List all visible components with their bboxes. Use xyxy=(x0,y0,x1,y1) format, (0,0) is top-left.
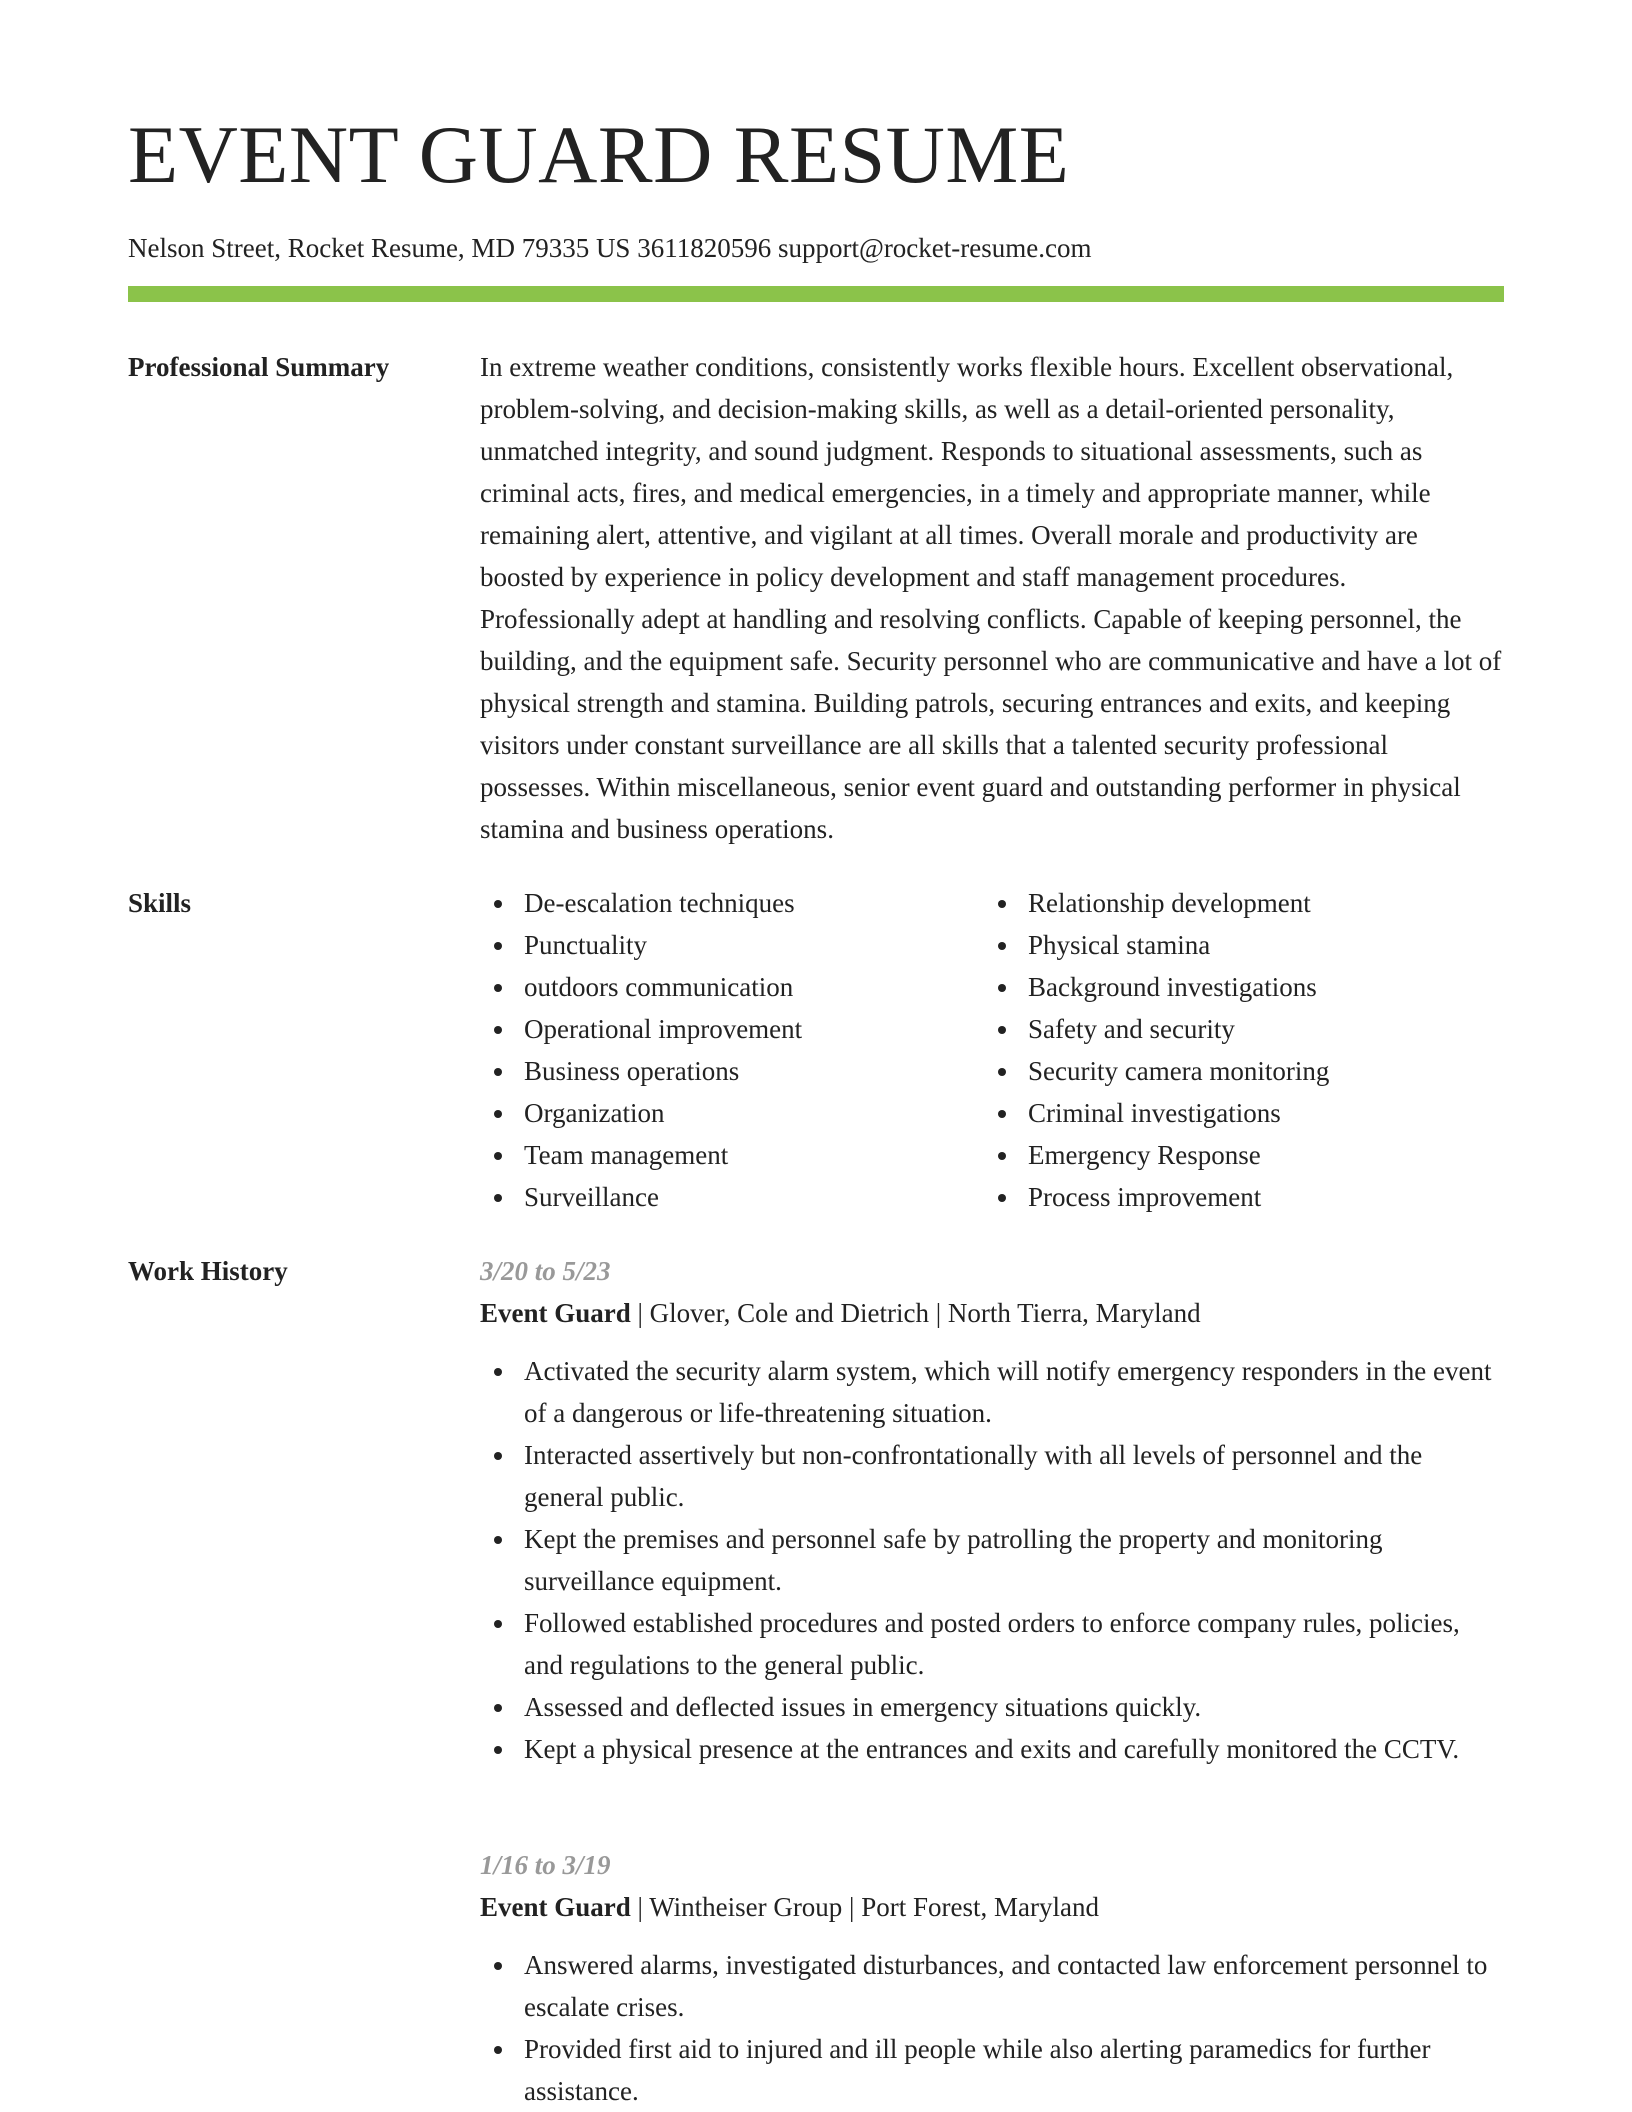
skills-heading: Skills xyxy=(128,888,192,918)
job-entry xyxy=(480,1844,1504,2112)
skill-item: Business operations xyxy=(480,1050,984,1092)
job-title-line xyxy=(480,1886,1504,1928)
accent-divider xyxy=(128,286,1504,302)
skills-section xyxy=(480,882,1504,1218)
skill-item: Criminal investigations xyxy=(984,1092,1504,1134)
job-duty: Provided first aid to injured and ill people while also alerting paramedics for further assistance. xyxy=(480,2028,1504,2112)
job-duties-list xyxy=(480,1350,1504,1770)
job-role: Event Guard xyxy=(480,1298,631,1328)
skill-item: Operational improvement xyxy=(480,1008,984,1050)
skill-item: Background investigations xyxy=(984,966,1504,1008)
skills-grid xyxy=(480,882,1504,1218)
job-dates: 3/20 to 5/23 xyxy=(480,1256,611,1286)
job-duty: Interacted assertively but non-confrontationally with all levels of personnel and the general public. xyxy=(480,1434,1504,1518)
skill-item: Emergency Response xyxy=(984,1134,1504,1176)
job-employer-location: | Wintheiser Group | Port Forest, Maryland xyxy=(630,1892,1099,1922)
skill-item: outdoors communication xyxy=(480,966,984,1008)
skills-column-2 xyxy=(984,882,1504,1218)
resume-title: EVENT GUARD RESUME xyxy=(128,109,1070,200)
skill-item: Security camera monitoring xyxy=(984,1050,1504,1092)
job-employer-location: | Glover, Cole and Dietrich | North Tierra, Maryland xyxy=(630,1298,1201,1328)
skill-item: Surveillance xyxy=(480,1176,984,1218)
job-dates: 1/16 to 3/19 xyxy=(480,1850,611,1880)
skill-item: Physical stamina xyxy=(984,924,1504,966)
summary-heading: Professional Summary xyxy=(128,352,390,382)
job-duties-list xyxy=(480,1944,1504,2112)
job-title-line xyxy=(480,1292,1504,1334)
job-entry xyxy=(480,1250,1504,1770)
skill-item: Punctuality xyxy=(480,924,984,966)
job-role: Event Guard xyxy=(480,1892,631,1922)
job-duty: Assessed and deflected issues in emergency situations quickly. xyxy=(480,1686,1504,1728)
skill-item: Relationship development xyxy=(984,882,1504,924)
work-history-heading: Work History xyxy=(128,1256,288,1286)
job-duty: Kept a physical presence at the entrances and exits and carefully monitored the CCTV. xyxy=(480,1728,1504,1770)
skill-item: Safety and security xyxy=(984,1008,1504,1050)
summary-text: In extreme weather conditions, consistently works flexible hours. Excellent observational, problem-solving, and decision-making skills, as well as a detail-oriented personality, unmatched integrity, and sound judgment. Responds to situational assessments, such as criminal acts, fires, and medical emergencies, in a timely and appropriate manner, while remaining alert, attentive, and vigilant at all times. Overall morale and productivity are boosted by experience in policy development and staff management procedures. Professionally adept at handling and resolving conflicts. Capable of keeping personnel, the building, and the equipment safe. Security personnel who are communicative and have a lot of physical strength and stamina. Building patrols, securing entrances and exits, and keeping visitors under constant surveillance are all skills that a talented security professional possesses. Within miscellaneous, senior event guard and outstanding performer in physical stamina and business operations. xyxy=(480,352,1502,844)
contact-line: Nelson Street, Rocket Resume, MD 79335 US 3611820596 support@rocket-resume.com xyxy=(128,233,1092,263)
skill-item: Organization xyxy=(480,1092,984,1134)
skill-item: Process improvement xyxy=(984,1176,1504,1218)
job-duty: Followed established procedures and posted orders to enforce company rules, policies, and regulations to the general public. xyxy=(480,1602,1504,1686)
job-duty: Activated the security alarm system, which will notify emergency responders in the event of a dangerous or life-threatening situation. xyxy=(480,1350,1504,1434)
job-duty: Answered alarms, investigated disturbances, and contacted law enforcement personnel to escalate crises. xyxy=(480,1944,1504,2028)
summary-section xyxy=(480,346,1504,850)
skill-item: De-escalation techniques xyxy=(480,882,984,924)
job-duty: Kept the premises and personnel safe by patrolling the property and monitoring surveillance equipment. xyxy=(480,1518,1504,1602)
skill-item: Team management xyxy=(480,1134,984,1176)
skills-column-1 xyxy=(480,882,984,1218)
